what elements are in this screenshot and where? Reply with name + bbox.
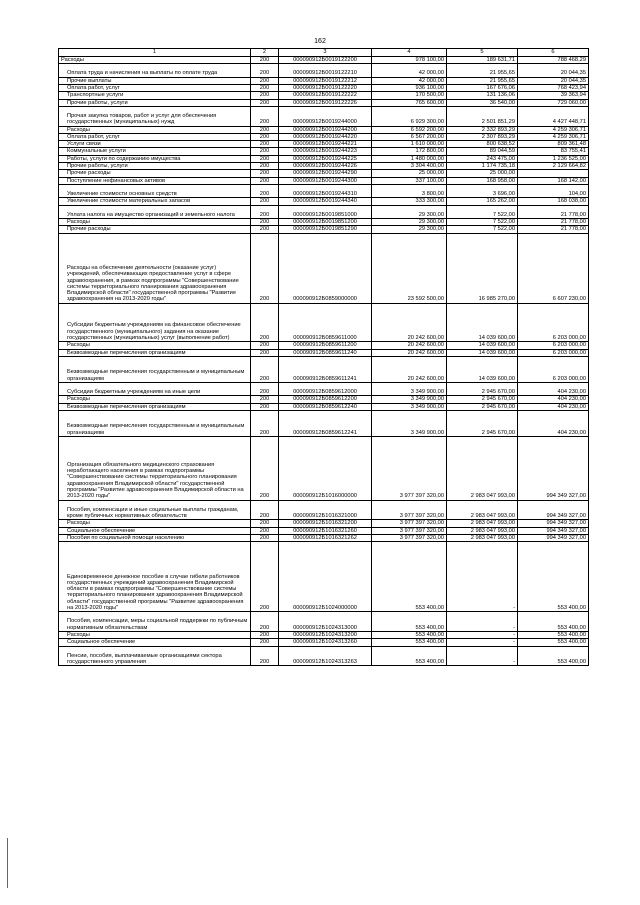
row-kbk-cell: 000090912Б0859000000 xyxy=(279,233,372,303)
header-col-5: 5 xyxy=(447,49,518,57)
row-value-col6-cell: 553 400,00 xyxy=(518,612,589,632)
row-name-cell: Работы, услуги по содержанию имущества xyxy=(59,155,251,162)
table-row xyxy=(59,542,589,612)
table-row xyxy=(59,356,589,382)
row-name-cell: Расходы xyxy=(59,219,251,226)
row-value-col4-cell: 553 400,00 xyxy=(372,542,447,612)
row-value-col4-cell: 3 304 400,00 xyxy=(372,163,447,170)
row-kbk-cell: 000090912Б0019122200 xyxy=(279,57,372,64)
table-row xyxy=(59,403,589,410)
row-code-cell: 200 xyxy=(251,303,279,342)
row-value-col6-cell: 404 230,00 xyxy=(518,403,589,410)
row-value-col5-cell: 14 039 600,00 xyxy=(447,342,518,349)
table-row xyxy=(59,106,589,126)
row-name-cell: Расходы xyxy=(59,632,251,639)
row-code-cell: 200 xyxy=(251,410,279,436)
row-value-col5-cell: 2 983 047 993,00 xyxy=(447,520,518,527)
row-kbk-cell: 000090912Б0019122212 xyxy=(279,77,372,84)
row-name-cell: Пособия, компенсации и иные социальные выплаты гражданам, кроме публичных нормативных обязательств xyxy=(59,500,251,520)
row-value-col6-cell: 404 230,00 xyxy=(518,396,589,403)
row-value-col4-cell: 20 242 600,00 xyxy=(372,303,447,342)
row-name-cell: Услуги связи xyxy=(59,141,251,148)
row-code-cell: 200 xyxy=(251,233,279,303)
table-row xyxy=(59,177,589,184)
row-value-col4-cell: 29 300,00 xyxy=(372,205,447,218)
row-value-col5-cell: 2 307 893,29 xyxy=(447,133,518,140)
row-value-col4-cell: 6 929 300,00 xyxy=(372,106,447,126)
row-code-cell: 200 xyxy=(251,527,279,534)
row-kbk-cell: 000090912Б0859611240 xyxy=(279,349,372,356)
row-name-cell: Прочие расходы xyxy=(59,170,251,177)
row-kbk-cell: 000090912Б1024313200 xyxy=(279,632,372,639)
row-value-col4-cell: 29 300,00 xyxy=(372,226,447,233)
row-value-col4-cell: 3 349 900,00 xyxy=(372,382,447,395)
row-code-cell: 200 xyxy=(251,57,279,64)
row-code-cell: 200 xyxy=(251,106,279,126)
row-value-col6-cell: 6 203 000,00 xyxy=(518,303,589,342)
row-value-col4-cell: 6 592 200,00 xyxy=(372,126,447,133)
row-value-col6-cell: 994 349 327,00 xyxy=(518,534,589,541)
table-row xyxy=(59,155,589,162)
row-kbk-cell: 000090912Б1024313260 xyxy=(279,639,372,646)
row-kbk-cell: 000090912Б0019244340 xyxy=(279,198,372,205)
row-kbk-cell: 000090912Б0859612240 xyxy=(279,403,372,410)
row-code-cell: 200 xyxy=(251,646,279,666)
row-code-cell: 200 xyxy=(251,170,279,177)
table-row xyxy=(59,436,589,500)
row-name-cell: Единовременное денежное пособие в случае гибели работников государственных учреждений здравоохранения Владимирской области в рамках подпрограммы "Совершенствование системы территориального планирования здравоохранения Владимирской области" государственной программы "Развитие здравоохранения на 2013-2020 годы" xyxy=(59,542,251,612)
table-row xyxy=(59,64,589,77)
row-name-cell: Уплата налога на имущество организаций и земельного налога xyxy=(59,205,251,218)
row-code-cell: 200 xyxy=(251,226,279,233)
row-value-col6-cell: 21 778,00 xyxy=(518,226,589,233)
row-kbk-cell: 000090912Б1016321262 xyxy=(279,534,372,541)
row-code-cell: 200 xyxy=(251,177,279,184)
row-value-col5-cell: 14 039 600,00 xyxy=(447,349,518,356)
row-code-cell: 200 xyxy=(251,542,279,612)
row-value-col6-cell: 20 044,35 xyxy=(518,77,589,84)
row-code-cell: 200 xyxy=(251,219,279,226)
row-name-cell: Увеличение стоимости основных средств xyxy=(59,184,251,197)
row-name-cell: Оплата работ, услуг xyxy=(59,84,251,91)
row-value-col5-cell: 16 985 270,00 xyxy=(447,233,518,303)
row-value-col5-cell: 168 958,00 xyxy=(447,177,518,184)
row-code-cell: 200 xyxy=(251,349,279,356)
row-kbk-cell: 000090912Б1024313000 xyxy=(279,612,372,632)
row-value-col6-cell: 994 349 327,00 xyxy=(518,500,589,520)
row-name-cell: Расходы xyxy=(59,396,251,403)
table-row xyxy=(59,148,589,155)
row-value-col6-cell: 21 778,00 xyxy=(518,219,589,226)
row-value-col6-cell: 168 038,00 xyxy=(518,198,589,205)
row-value-col6-cell: 83 755,41 xyxy=(518,148,589,155)
row-value-col6-cell: 39 363,94 xyxy=(518,92,589,99)
table-row xyxy=(59,527,589,534)
row-value-col5-cell: 2 332 893,29 xyxy=(447,126,518,133)
row-name-cell: Безвозмездные перечисления организациям xyxy=(59,403,251,410)
row-value-col4-cell: 20 242 600,00 xyxy=(372,349,447,356)
row-code-cell: 200 xyxy=(251,126,279,133)
row-kbk-cell: 000090912Б1016000000 xyxy=(279,436,372,500)
row-value-col4-cell: 333 300,00 xyxy=(372,198,447,205)
row-code-cell: 200 xyxy=(251,205,279,218)
table-row xyxy=(59,133,589,140)
row-value-col5-cell: - xyxy=(447,612,518,632)
row-value-col6-cell: 768 423,94 xyxy=(518,84,589,91)
row-value-col5-cell: 2 983 047 993,00 xyxy=(447,436,518,500)
row-code-cell: 200 xyxy=(251,64,279,77)
table-row xyxy=(59,126,589,133)
row-name-cell: Расходы xyxy=(59,342,251,349)
row-value-col5-cell: 14 039 600,00 xyxy=(447,303,518,342)
row-value-col6-cell: 553 400,00 xyxy=(518,646,589,666)
row-value-col6-cell: 404 230,00 xyxy=(518,410,589,436)
row-value-col4-cell: 6 567 200,00 xyxy=(372,133,447,140)
table-row xyxy=(59,99,589,106)
row-code-cell: 200 xyxy=(251,184,279,197)
table-row xyxy=(59,57,589,64)
row-code-cell: 200 xyxy=(251,639,279,646)
row-value-col6-cell xyxy=(518,170,589,177)
row-kbk-cell: 000090912Б0019244221 xyxy=(279,141,372,148)
row-name-cell: Расходы на обеспечение деятельности (оказание услуг) учреждений, обеспечивающих предоставление услуг в сфере здравоохранения, в рамках подпрограммы "Совершенствование системы территориального планирования здравоохранения Владимирской области" государственной программы "Развитие здравоохранения на 2013-2020 годы" xyxy=(59,233,251,303)
row-value-col4-cell: 3 349 900,00 xyxy=(372,396,447,403)
row-value-col4-cell: 3 977 397 320,00 xyxy=(372,534,447,541)
row-name-cell: Оплата работ, услуг xyxy=(59,133,251,140)
row-name-cell: Субсидии бюджетным учреждениям на иные цели xyxy=(59,382,251,395)
row-code-cell: 200 xyxy=(251,632,279,639)
header-row xyxy=(59,49,589,57)
row-code-cell: 200 xyxy=(251,163,279,170)
row-value-col4-cell: 1 480 000,00 xyxy=(372,155,447,162)
row-name-cell: Социальное обеспечение xyxy=(59,639,251,646)
row-kbk-cell: 000090912Б0019244226 xyxy=(279,163,372,170)
row-value-col5-cell: 7 522,00 xyxy=(447,219,518,226)
row-value-col6-cell: 809 361,48 xyxy=(518,141,589,148)
row-kbk-cell: 000090912Б0019244223 xyxy=(279,148,372,155)
row-kbk-cell: 000090912Б0019244000 xyxy=(279,106,372,126)
row-value-col5-cell: 14 039 600,00 xyxy=(447,356,518,382)
row-value-col5-cell: 89 044,59 xyxy=(447,148,518,155)
row-value-col5-cell: - xyxy=(447,646,518,666)
budget-table xyxy=(58,48,589,666)
row-code-cell: 200 xyxy=(251,148,279,155)
table-row xyxy=(59,349,589,356)
row-value-col4-cell: 20 242 600,00 xyxy=(372,342,447,349)
row-value-col5-cell: 131 136,06 xyxy=(447,92,518,99)
table-row xyxy=(59,205,589,218)
row-value-col4-cell: 25 000,00 xyxy=(372,170,447,177)
row-name-cell: Увеличение стоимости материальных запасов xyxy=(59,198,251,205)
header-col-4: 4 xyxy=(372,49,447,57)
row-kbk-cell: 000090912Б0859611200 xyxy=(279,342,372,349)
row-value-col5-cell: 2 945 670,00 xyxy=(447,403,518,410)
row-kbk-cell: 000090912Б0019122220 xyxy=(279,84,372,91)
row-value-col4-cell: 337 100,00 xyxy=(372,177,447,184)
row-value-col5-cell: 2 945 670,00 xyxy=(447,410,518,436)
row-kbk-cell: 000090912Б0019122210 xyxy=(279,64,372,77)
row-kbk-cell: 000090912Б0019122222 xyxy=(279,92,372,99)
row-value-col5-cell: 2 945 670,00 xyxy=(447,396,518,403)
row-value-col5-cell: 7 522,00 xyxy=(447,205,518,218)
row-kbk-cell: 000090912Б1016321000 xyxy=(279,500,372,520)
table-row xyxy=(59,92,589,99)
row-code-cell: 200 xyxy=(251,356,279,382)
row-name-cell: Прочие работы, услуги xyxy=(59,99,251,106)
row-value-col6-cell: 4 427 448,71 xyxy=(518,106,589,126)
row-value-col4-cell: 3 349 900,00 xyxy=(372,410,447,436)
row-value-col4-cell: 3 800,00 xyxy=(372,184,447,197)
row-kbk-cell: 000090912Б0859612241 xyxy=(279,410,372,436)
row-value-col6-cell: 994 349 327,00 xyxy=(518,527,589,534)
row-value-col5-cell: 2 501 851,29 xyxy=(447,106,518,126)
row-value-col6-cell: 20 044,35 xyxy=(518,64,589,77)
row-value-col6-cell: 553 400,00 xyxy=(518,639,589,646)
row-value-col5-cell: 3 696,00 xyxy=(447,184,518,197)
row-value-col4-cell: 20 242 600,00 xyxy=(372,356,447,382)
table-row xyxy=(59,163,589,170)
row-value-col6-cell: 6 607 230,00 xyxy=(518,233,589,303)
row-code-cell: 200 xyxy=(251,612,279,632)
row-code-cell: 200 xyxy=(251,342,279,349)
table-row xyxy=(59,184,589,197)
table-row xyxy=(59,233,589,303)
row-value-col4-cell: 553 400,00 xyxy=(372,639,447,646)
row-value-col4-cell: 1 610 000,00 xyxy=(372,141,447,148)
row-value-col5-cell: 165 262,00 xyxy=(447,198,518,205)
row-code-cell: 200 xyxy=(251,99,279,106)
row-kbk-cell: 000090912Б1016321200 xyxy=(279,520,372,527)
row-code-cell: 200 xyxy=(251,500,279,520)
row-value-col5-cell: 21 955,65 xyxy=(447,64,518,77)
row-value-col6-cell: 994 349 327,00 xyxy=(518,520,589,527)
table-row xyxy=(59,632,589,639)
header-col-3: 3 xyxy=(279,49,372,57)
row-value-col6-cell: 168 142,00 xyxy=(518,177,589,184)
row-value-col4-cell: 553 400,00 xyxy=(372,646,447,666)
row-value-col5-cell: 1 174 735,18 xyxy=(447,163,518,170)
row-value-col4-cell: 3 977 397 320,00 xyxy=(372,500,447,520)
table-row xyxy=(59,520,589,527)
table-row xyxy=(59,500,589,520)
row-kbk-cell: 000090912Б0019244300 xyxy=(279,177,372,184)
row-value-col4-cell: 978 100,00 xyxy=(372,57,447,64)
row-kbk-cell: 000090912Б0859612000 xyxy=(279,382,372,395)
row-code-cell: 200 xyxy=(251,141,279,148)
row-kbk-cell: 000090912Б0019244225 xyxy=(279,155,372,162)
row-value-col5-cell: 2 945 670,00 xyxy=(447,382,518,395)
row-name-cell: Прочие расходы xyxy=(59,226,251,233)
row-value-col4-cell: 3 977 397 320,00 xyxy=(372,436,447,500)
scan-edge-line xyxy=(7,838,8,888)
row-value-col6-cell: 4 259 306,71 xyxy=(518,133,589,140)
row-value-col6-cell: 788 468,29 xyxy=(518,57,589,64)
row-code-cell: 200 xyxy=(251,92,279,99)
row-value-col4-cell: 553 400,00 xyxy=(372,612,447,632)
header-col-1: 1 xyxy=(59,49,251,57)
row-kbk-cell: 000090912Б1016321260 xyxy=(279,527,372,534)
row-kbk-cell: 000090912Б0859612200 xyxy=(279,396,372,403)
row-kbk-cell: 000090912Б0019851290 xyxy=(279,226,372,233)
row-value-col5-cell: 36 540,00 xyxy=(447,99,518,106)
row-value-col4-cell: 765 600,00 xyxy=(372,99,447,106)
row-kbk-cell: 000090912Б0859611241 xyxy=(279,356,372,382)
row-name-cell: Субсидии бюджетным учреждениям на финансовое обеспечение государственного (муниципального) задания на оказание государственных (муниципальных) услуг (выполнение работ) xyxy=(59,303,251,342)
row-code-cell: 200 xyxy=(251,396,279,403)
row-value-col4-cell: 42 000,00 xyxy=(372,77,447,84)
row-name-cell: Безвозмездные перечисления государственным и муниципальным организациям xyxy=(59,410,251,436)
row-value-col4-cell: 42 000,00 xyxy=(372,64,447,77)
row-value-col5-cell: 7 522,00 xyxy=(447,226,518,233)
table-row xyxy=(59,534,589,541)
row-code-cell: 200 xyxy=(251,84,279,91)
table-row xyxy=(59,170,589,177)
table-row xyxy=(59,226,589,233)
row-kbk-cell: 000090912Б0019851000 xyxy=(279,205,372,218)
row-kbk-cell: 000090912Б1024000000 xyxy=(279,542,372,612)
row-value-col5-cell: 243 475,00 xyxy=(447,155,518,162)
table-row xyxy=(59,77,589,84)
row-name-cell: Расходы xyxy=(59,57,251,64)
row-value-col6-cell: 729 060,00 xyxy=(518,99,589,106)
row-name-cell: Пенсии, пособия, выплачиваемые организациями сектора государственного управления xyxy=(59,646,251,666)
row-value-col5-cell: 800 638,52 xyxy=(447,141,518,148)
table-row xyxy=(59,198,589,205)
row-value-col6-cell: 553 400,00 xyxy=(518,542,589,612)
row-code-cell: 200 xyxy=(251,520,279,527)
row-name-cell: Прочая закупка товаров, работ и услуг для обеспечения государственных (муниципальных) нужд xyxy=(59,106,251,126)
row-name-cell: Поступление нефинансовых активов xyxy=(59,177,251,184)
table-row xyxy=(59,612,589,632)
row-name-cell: Транспортные услуги xyxy=(59,92,251,99)
row-name-cell: Пособия по социальной помощи населению xyxy=(59,534,251,541)
row-kbk-cell: 000090912Б0019244200 xyxy=(279,126,372,133)
row-value-col4-cell: 936 100,00 xyxy=(372,84,447,91)
row-name-cell: Безвозмездные перечисления организациям xyxy=(59,349,251,356)
row-code-cell: 200 xyxy=(251,133,279,140)
table-row xyxy=(59,84,589,91)
row-value-col6-cell: 6 203 000,00 xyxy=(518,349,589,356)
row-value-col6-cell: 994 349 327,00 xyxy=(518,436,589,500)
row-value-col6-cell: 2 129 664,82 xyxy=(518,163,589,170)
row-value-col5-cell: - xyxy=(447,639,518,646)
table-row xyxy=(59,382,589,395)
row-value-col4-cell: 29 300,00 xyxy=(372,219,447,226)
row-value-col6-cell: 6 203 000,00 xyxy=(518,342,589,349)
row-value-col4-cell: 553 400,00 xyxy=(372,632,447,639)
row-kbk-cell: 000090912Б0019244310 xyxy=(279,184,372,197)
row-value-col5-cell: 2 983 047 993,00 xyxy=(447,500,518,520)
table-row xyxy=(59,303,589,342)
row-code-cell: 200 xyxy=(251,77,279,84)
row-kbk-cell: 000090912Б0019244220 xyxy=(279,133,372,140)
row-value-col5-cell: - xyxy=(447,542,518,612)
row-value-col4-cell: 172 800,00 xyxy=(372,148,447,155)
header-col-2: 2 xyxy=(251,49,279,57)
row-kbk-cell: 000090912Б0019244290 xyxy=(279,170,372,177)
row-name-cell: Расходы xyxy=(59,520,251,527)
row-kbk-cell: 000090912Б0859611000 xyxy=(279,303,372,342)
row-kbk-cell: 000090912Б0019851200 xyxy=(279,219,372,226)
row-value-col5-cell: 2 983 047 993,00 xyxy=(447,534,518,541)
row-value-col6-cell: 1 236 525,00 xyxy=(518,155,589,162)
row-value-col5-cell: 2 983 047 993,00 xyxy=(447,527,518,534)
row-name-cell: Расходы xyxy=(59,126,251,133)
row-value-col4-cell: 3 977 397 320,00 xyxy=(372,527,447,534)
row-value-col6-cell: 553 400,00 xyxy=(518,632,589,639)
row-value-col6-cell: 404 230,00 xyxy=(518,382,589,395)
header-col-6: 6 xyxy=(518,49,589,57)
row-value-col4-cell: 170 500,00 xyxy=(372,92,447,99)
table-row xyxy=(59,639,589,646)
table-row xyxy=(59,410,589,436)
row-value-col5-cell: 21 955,65 xyxy=(447,77,518,84)
row-kbk-cell: 000090912Б0019122226 xyxy=(279,99,372,106)
row-kbk-cell: 000090912Б1024313263 xyxy=(279,646,372,666)
table-row xyxy=(59,219,589,226)
table-row xyxy=(59,342,589,349)
row-code-cell: 200 xyxy=(251,198,279,205)
row-name-cell: Прочие работы, услуги xyxy=(59,163,251,170)
table-row xyxy=(59,646,589,666)
row-code-cell: 200 xyxy=(251,403,279,410)
row-value-col4-cell: 3 349 900,00 xyxy=(372,403,447,410)
table-row xyxy=(59,141,589,148)
row-value-col5-cell: 189 631,71 xyxy=(447,57,518,64)
row-value-col6-cell: 4 259 306,71 xyxy=(518,126,589,133)
row-value-col4-cell: 3 977 397 320,00 xyxy=(372,520,447,527)
page-number: 162 xyxy=(314,38,326,45)
row-code-cell: 200 xyxy=(251,534,279,541)
row-code-cell: 200 xyxy=(251,155,279,162)
row-value-col6-cell: 104,00 xyxy=(518,184,589,197)
row-name-cell: Коммунальные услуги xyxy=(59,148,251,155)
row-value-col4-cell: 23 592 500,00 xyxy=(372,233,447,303)
row-value-col5-cell: 25 000,00 xyxy=(447,170,518,177)
row-value-col5-cell: 167 676,06 xyxy=(447,84,518,91)
row-name-cell: Безвозмездные перечисления государственным и муниципальным организациям xyxy=(59,356,251,382)
row-name-cell: Оплата труда и начисления на выплаты по оплате труда xyxy=(59,64,251,77)
row-code-cell: 200 xyxy=(251,436,279,500)
row-name-cell: Организация обязательного медицинского страхования неработающего населения в рамках подпрограммы "Совершенствование системы территориального планирования здравоохранения Владимирской области" государственной программы "Развитие здравоохранения Владимирской области на 2013-2020 годы" xyxy=(59,436,251,500)
row-value-col6-cell: 21 778,00 xyxy=(518,205,589,218)
table-row xyxy=(59,396,589,403)
row-name-cell: Социальное обеспечение xyxy=(59,527,251,534)
row-code-cell: 200 xyxy=(251,382,279,395)
row-name-cell: Прочие выплаты xyxy=(59,77,251,84)
row-value-col5-cell: - xyxy=(447,632,518,639)
row-value-col6-cell: 6 203 000,00 xyxy=(518,356,589,382)
row-name-cell: Пособия, компенсации, меры социальной поддержки по публичным нормативным обязательствам xyxy=(59,612,251,632)
